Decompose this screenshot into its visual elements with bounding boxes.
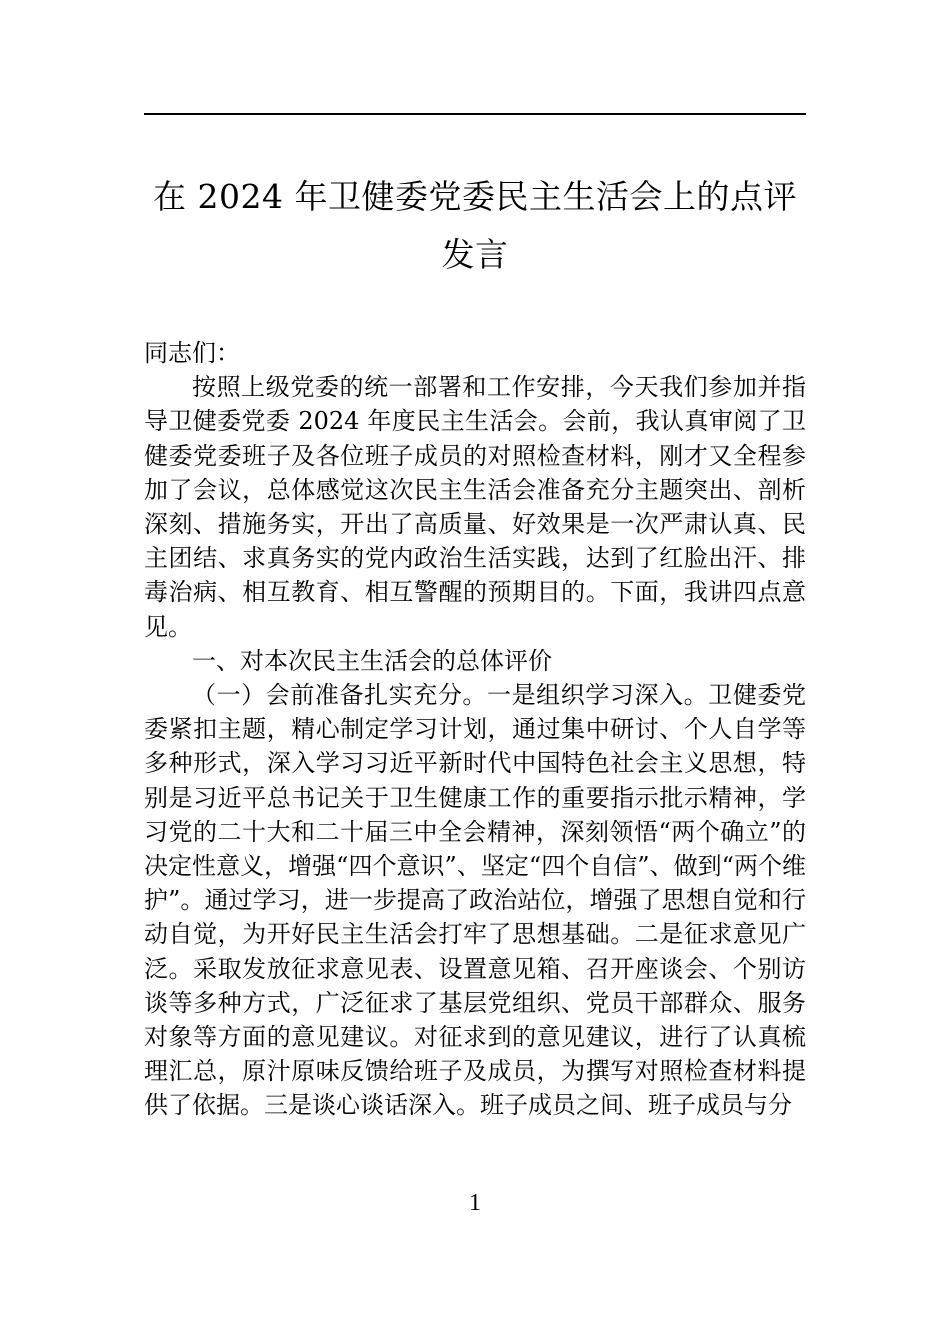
title-line-2: 发言 (441, 235, 509, 274)
document-body (144, 336, 806, 1123)
opening-paragraph: 按照上级党委的统一部署和工作安排，今天我们参加并指导卫健委党委 2024 年度民主生活会。会前，我认真审阅了卫健委党委班子及各位班子成员的对照检查材料，刚才又全程参加了会议，总体感觉这次民主生活会准备充分主题突出、剖析深刻、措施务实，开出了高质量、好效果是一次严肃认真、民主团结、求真务实的党内政治生活实践，达到了红脸出汗、排毒治病、相互教育、相互警醒的预期目的。下面，我讲四点意见。 (144, 373, 806, 641)
section-paragraph: （一）会前准备扎实充分。一是组织学习深入。卫健委党委紧扣主题，精心制定学习计划，通过集中研讨、个人自学等多种形式，深入学习习近平新时代中国特色社会主义思想，特别是习近平总书记关于卫生健康工作的重要指示批示精神，学习党的二十大和二十届三中全会精神，深刻领悟“两个确立”的决定性意义，增强“四个意识”、坚定“四个自信”、做到“两个维护”。通过学习，进一步提高了政治站位，增强了思想自觉和行动自觉，为开好民主生活会打牢了思想基础。二是征求意见广泛。采取发放征求意见表、设置意见箱、召开座谈会、个别访谈等多种方式，广泛征求了基层党组织、党员干部群众、服务对象等方面的意见建议。对征求到的意见建议，进行了认真梳理汇总，原汁原味反馈给班子及成员，为撰写对照检查材料提供了依据。三是谈心谈话深入。班子成员之间、班子成员与分 (144, 681, 806, 1120)
header-rule (144, 113, 806, 115)
page-number: 1 (469, 1190, 481, 1216)
document-title (144, 168, 806, 284)
salutation: 同志们： (144, 339, 240, 367)
section-heading: 一、对本次民主生活会的总体评价 (192, 646, 552, 675)
title-line-1: 在 2024 年卫健委党委民主生活会上的点评 (153, 177, 797, 216)
